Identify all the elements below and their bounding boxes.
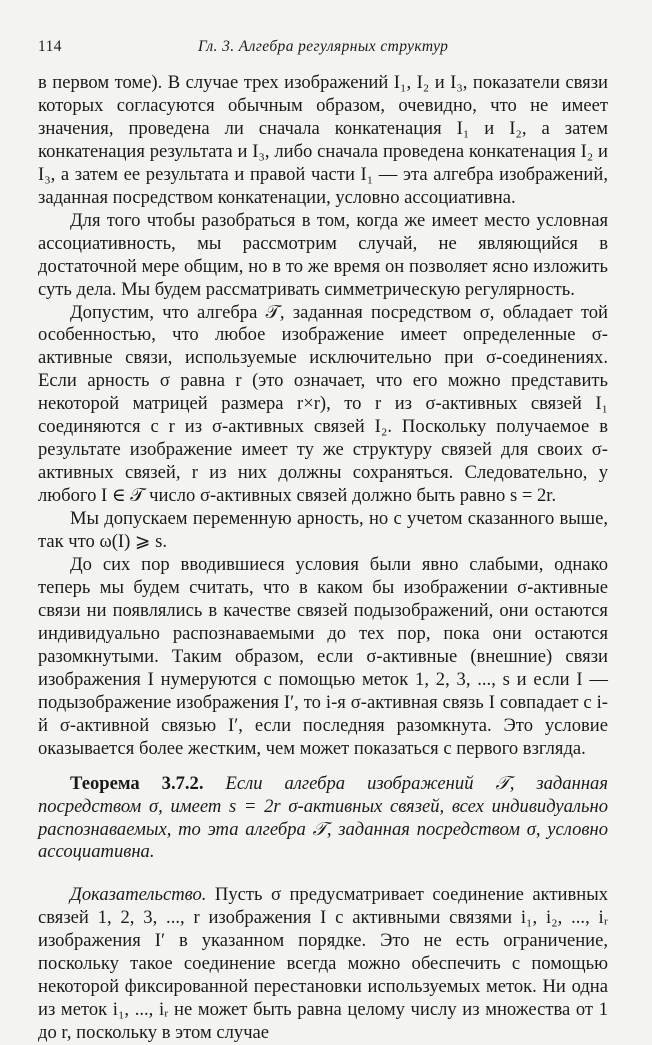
page-number: 114 — [38, 38, 62, 55]
paragraph: Мы допускаем переменную арность, но с учетом сказанного выше, так что ω(I) ⩾ s. — [38, 508, 608, 553]
page-body — [38, 72, 608, 1045]
paragraph: Допустим, что алгебра 𝒯, заданная посредством σ, обладает той особенностью, что любое изображение имеет определенные σ-активные связи, используемые исключительно при σ-соединениях. Если арность σ равна r (это означает, что его можно представить некоторой матрицей размера r×r), то r из σ-активных связей I₁ соединяются с r из σ-активных связей I₂. Поскольку получаемое в результате изображение имеет ту же структуру связей для своих σ-активных связей, r из них должны сохраняться. Следовательно, у любого I ∈ 𝒯 число σ-активных связей должно быть равно s = 2r. — [38, 301, 608, 507]
running-head: Гл. 3. Алгебра регулярных структур — [198, 38, 449, 55]
page-header — [38, 38, 608, 62]
theorem-text: Если алгебра изображений 𝒯, заданная посредством σ, имеет s = 2r σ-активных связей, всех индивидуально распознаваемых, то эта алгебра 𝒯, заданная посредством σ, условно ассоциативна. — [38, 772, 608, 863]
paragraph-continuation: в первом томе). В случае трех изображений I₁, I₂ и I₃, показатели связи которых согласуются обычным образом, очевидно, что не имеет значения, проведена ли сначала конкатенация I₁ и I₂, а затем конкатенация результата и I₃, либо сначала проведена конкатенация I₂ и I₃, а затем ее результата и правой части I₁ — эта алгебра изображений, заданная посредством конкатенации, условно ассоциативна. — [38, 72, 608, 208]
theorem-label: Теорема 3.7.2. — [70, 772, 204, 794]
theorem-block — [38, 773, 608, 865]
proof-text: Пусть σ предусматривает соединение активных связей 1, 2, 3, ..., r изображения I с активными связями i₁, i₂, ..., iᵣ изображения I′ в указанном порядке. Это не есть ограничение, поскольку такое соединение всегда можно обеспечить с помощью некоторой фиксированной перестановки используемых меток. Ни одна из меток i₁, ..., iᵣ не может быть равна целому числу из множества от 1 до r, поскольку в этом случае — [38, 884, 608, 1044]
proof-block — [38, 884, 608, 1045]
paragraph: До сих пор вводившиеся условия были явно слабыми, однако теперь мы будем считать, что в каком бы изображении σ-активные связи ни появлялись в качестве связей подызображений, они остаются индивидуально распознаваемыми до тех пор, пока они остаются разомкнутыми. Таким образом, если σ-активные (внешние) связи изображения I нумеруются с помощью меток 1, 2, 3, ..., s и если I — подызображение изображения I′, то i-я σ-активная связь I совпадает с i-й σ-активной связью I′, если последняя разомкнута. Это условие оказывается более жестким, чем может показаться с первого взгляда. — [38, 554, 608, 759]
proof-label: Доказательство. — [70, 884, 207, 906]
paragraph: Для того чтобы разобраться в том, когда же имеет место условная ассоциативность, мы рассмотрим случай, не являющийся в достаточной мере общим, но в то же время он позволяет ясно изложить суть дела. Мы будем рассматривать симметрическую регулярность. — [38, 209, 608, 300]
